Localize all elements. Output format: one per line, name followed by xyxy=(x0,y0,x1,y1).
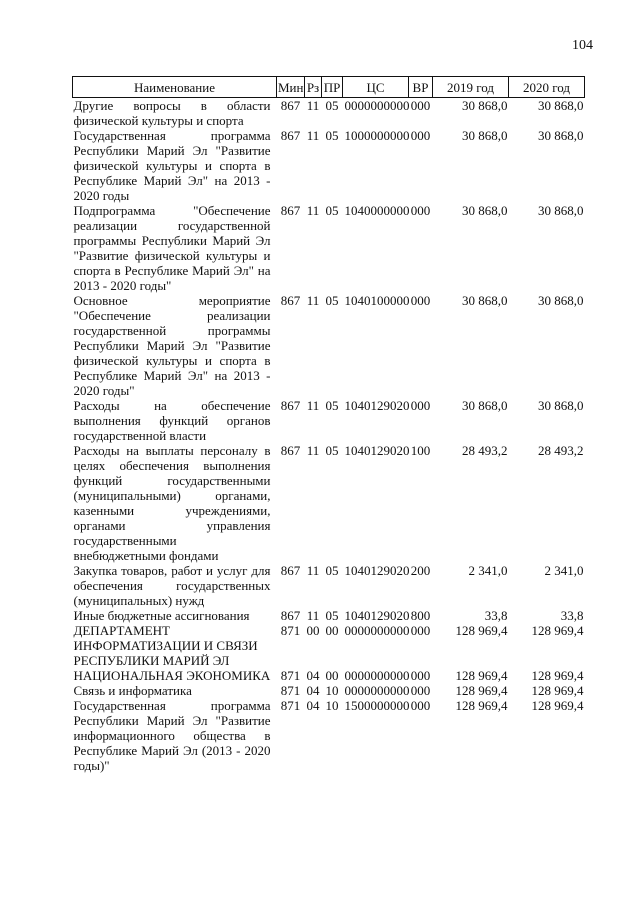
cell-2019: 30 868,0 xyxy=(462,293,508,308)
header-name: Наименование xyxy=(73,77,277,98)
cell-pr: 00 xyxy=(325,623,339,638)
cell-min: 867 xyxy=(280,203,301,218)
cell-name: ДЕПАРТАМЕНТ ИНФОРМАТИЗАЦИИ И СВЯЗИ РЕСПУБЛИКИ МАРИЙ ЭЛ xyxy=(73,623,258,668)
cell-vr: 000 xyxy=(410,668,431,683)
cell-name: НАЦИОНАЛЬНАЯ ЭКОНОМИКА xyxy=(73,668,271,683)
cell-2019: 28 493,2 xyxy=(462,443,508,458)
cell-vr: 000 xyxy=(410,398,431,413)
header-vr: ВР xyxy=(409,77,433,98)
cell-2020: 128 969,4 xyxy=(531,683,584,698)
cell-min: 867 xyxy=(280,608,301,623)
cell-2019: 30 868,0 xyxy=(462,203,508,218)
table-row xyxy=(73,563,585,608)
cell-pr: 05 xyxy=(325,398,339,413)
cell-2019: 2 341,0 xyxy=(468,563,508,578)
table-row xyxy=(73,203,585,293)
cell-vr: 000 xyxy=(410,203,431,218)
cell-vr: 800 xyxy=(410,608,431,623)
cell-pr: 05 xyxy=(325,293,339,308)
cell-rz: 04 xyxy=(306,683,320,698)
budget-table xyxy=(72,76,585,773)
table-row xyxy=(73,128,585,203)
cell-rz: 11 xyxy=(306,443,320,458)
cell-vr: 200 xyxy=(410,563,431,578)
cell-min: 867 xyxy=(280,443,301,458)
cell-name: Подпрограмма "Обеспечение реализации государственной программы Республики Марий Эл "Развитие физической культуры и спорта в Республике Марий Эл" на 2013 - 2020 годы" xyxy=(73,203,271,293)
cell-vr: 000 xyxy=(410,698,431,713)
header-pr: ПР xyxy=(322,77,343,98)
cell-pr: 10 xyxy=(325,698,339,713)
cell-2019: 128 969,4 xyxy=(455,623,508,638)
cell-cs: 0000000000 xyxy=(344,683,410,698)
table-row xyxy=(73,608,585,623)
cell-min: 871 xyxy=(280,623,301,638)
cell-name: Иные бюджетные ассигнования xyxy=(73,608,250,623)
cell-name: Государственная программа Республики Марий Эл "Развитие физической культуры и спорта в Республике Марий Эл" на 2013 - 2020 годы xyxy=(73,128,271,203)
cell-rz: 11 xyxy=(306,98,320,113)
cell-name: Связь и информатика xyxy=(73,683,192,698)
cell-cs: 0000000000 xyxy=(344,98,410,113)
header-cs: ЦС xyxy=(343,77,409,98)
cell-2020: 30 868,0 xyxy=(538,98,584,113)
cell-pr: 05 xyxy=(325,128,339,143)
cell-cs: 1040100000 xyxy=(344,293,410,308)
cell-min: 867 xyxy=(280,563,301,578)
cell-2020: 2 341,0 xyxy=(544,563,584,578)
table-row xyxy=(73,683,585,698)
cell-pr: 05 xyxy=(325,443,339,458)
cell-cs: 1040129020 xyxy=(344,398,410,413)
cell-pr: 05 xyxy=(325,203,339,218)
cell-name: Расходы на выплаты персоналу в целях обеспечения выполнения функций государственными (муниципальными) органами, казенными учреждениями, органами управления государственными внебюджетными фондами xyxy=(73,443,271,563)
cell-2019: 128 969,4 xyxy=(455,698,508,713)
cell-2020: 128 969,4 xyxy=(531,623,584,638)
cell-rz: 04 xyxy=(306,668,320,683)
header-min: Мин xyxy=(277,77,305,98)
cell-cs: 1500000000 xyxy=(344,698,410,713)
table-row xyxy=(73,668,585,683)
cell-pr: 00 xyxy=(325,668,339,683)
cell-name: Государственная программа Республики Марий Эл "Развитие информационного общества в Республике Марий Эл (2013 - 2020 годы)" xyxy=(73,698,271,773)
cell-cs: 0000000000 xyxy=(344,668,410,683)
cell-min: 867 xyxy=(280,98,301,113)
cell-2020: 30 868,0 xyxy=(538,293,584,308)
cell-vr: 000 xyxy=(410,128,431,143)
cell-2020: 33,8 xyxy=(560,608,584,623)
cell-2020: 30 868,0 xyxy=(538,203,584,218)
cell-2020: 30 868,0 xyxy=(538,398,584,413)
cell-cs: 1040000000 xyxy=(344,203,410,218)
table-row xyxy=(73,293,585,398)
cell-2019: 128 969,4 xyxy=(455,668,508,683)
cell-rz: 11 xyxy=(306,293,320,308)
cell-cs: 1040129020 xyxy=(344,443,410,458)
cell-pr: 10 xyxy=(325,683,339,698)
header-rz: Рз xyxy=(305,77,322,98)
cell-2020: 30 868,0 xyxy=(538,128,584,143)
table-row xyxy=(73,398,585,443)
cell-rz: 11 xyxy=(306,563,320,578)
cell-cs: 0000000000 xyxy=(344,623,410,638)
cell-min: 867 xyxy=(280,398,301,413)
cell-rz: 11 xyxy=(306,203,320,218)
table-row xyxy=(73,443,585,563)
table-row xyxy=(73,698,585,773)
cell-pr: 05 xyxy=(325,98,339,113)
cell-2019: 30 868,0 xyxy=(462,398,508,413)
page-number: 104 xyxy=(572,38,593,53)
cell-vr: 000 xyxy=(410,293,431,308)
cell-min: 867 xyxy=(280,293,301,308)
cell-min: 871 xyxy=(280,668,301,683)
cell-rz: 04 xyxy=(306,698,320,713)
cell-cs: 1040129020 xyxy=(344,563,410,578)
cell-2019: 30 868,0 xyxy=(462,128,508,143)
cell-name: Основное мероприятие "Обеспечение реализации государственной программы Республики Марий Эл "Развитие физической культуры и спорта в Республике Марий Эл" на 2013 - 2020 годы" xyxy=(73,293,271,398)
table-body xyxy=(73,98,585,774)
cell-2019: 30 868,0 xyxy=(462,98,508,113)
cell-name: Расходы на обеспечение выполнения функций органов государственной власти xyxy=(73,398,271,443)
cell-min: 867 xyxy=(280,128,301,143)
cell-vr: 000 xyxy=(410,683,431,698)
table-header xyxy=(73,77,585,98)
cell-cs: 1040129020 xyxy=(344,608,410,623)
cell-min: 871 xyxy=(280,698,301,713)
cell-rz: 11 xyxy=(306,608,320,623)
cell-2019: 128 969,4 xyxy=(455,683,508,698)
cell-cs: 1000000000 xyxy=(344,128,410,143)
cell-name: Другие вопросы в области физической культуры и спорта xyxy=(73,98,271,128)
header-2020: 2020 год xyxy=(509,77,585,98)
cell-2020: 128 969,4 xyxy=(531,698,584,713)
cell-2020: 128 969,4 xyxy=(531,668,584,683)
cell-min: 871 xyxy=(280,683,301,698)
cell-vr: 100 xyxy=(410,443,431,458)
cell-vr: 000 xyxy=(410,98,431,113)
cell-rz: 00 xyxy=(306,623,320,638)
cell-2020: 28 493,2 xyxy=(538,443,584,458)
table-row xyxy=(73,623,585,668)
header-2019: 2019 год xyxy=(433,77,509,98)
table-row xyxy=(73,98,585,129)
cell-pr: 05 xyxy=(325,608,339,623)
cell-rz: 11 xyxy=(306,398,320,413)
cell-2019: 33,8 xyxy=(484,608,508,623)
cell-pr: 05 xyxy=(325,563,339,578)
cell-name: Закупка товаров, работ и услуг для обеспечения государственных (муниципальных) нужд xyxy=(73,563,271,608)
cell-vr: 000 xyxy=(410,623,431,638)
cell-rz: 11 xyxy=(306,128,320,143)
